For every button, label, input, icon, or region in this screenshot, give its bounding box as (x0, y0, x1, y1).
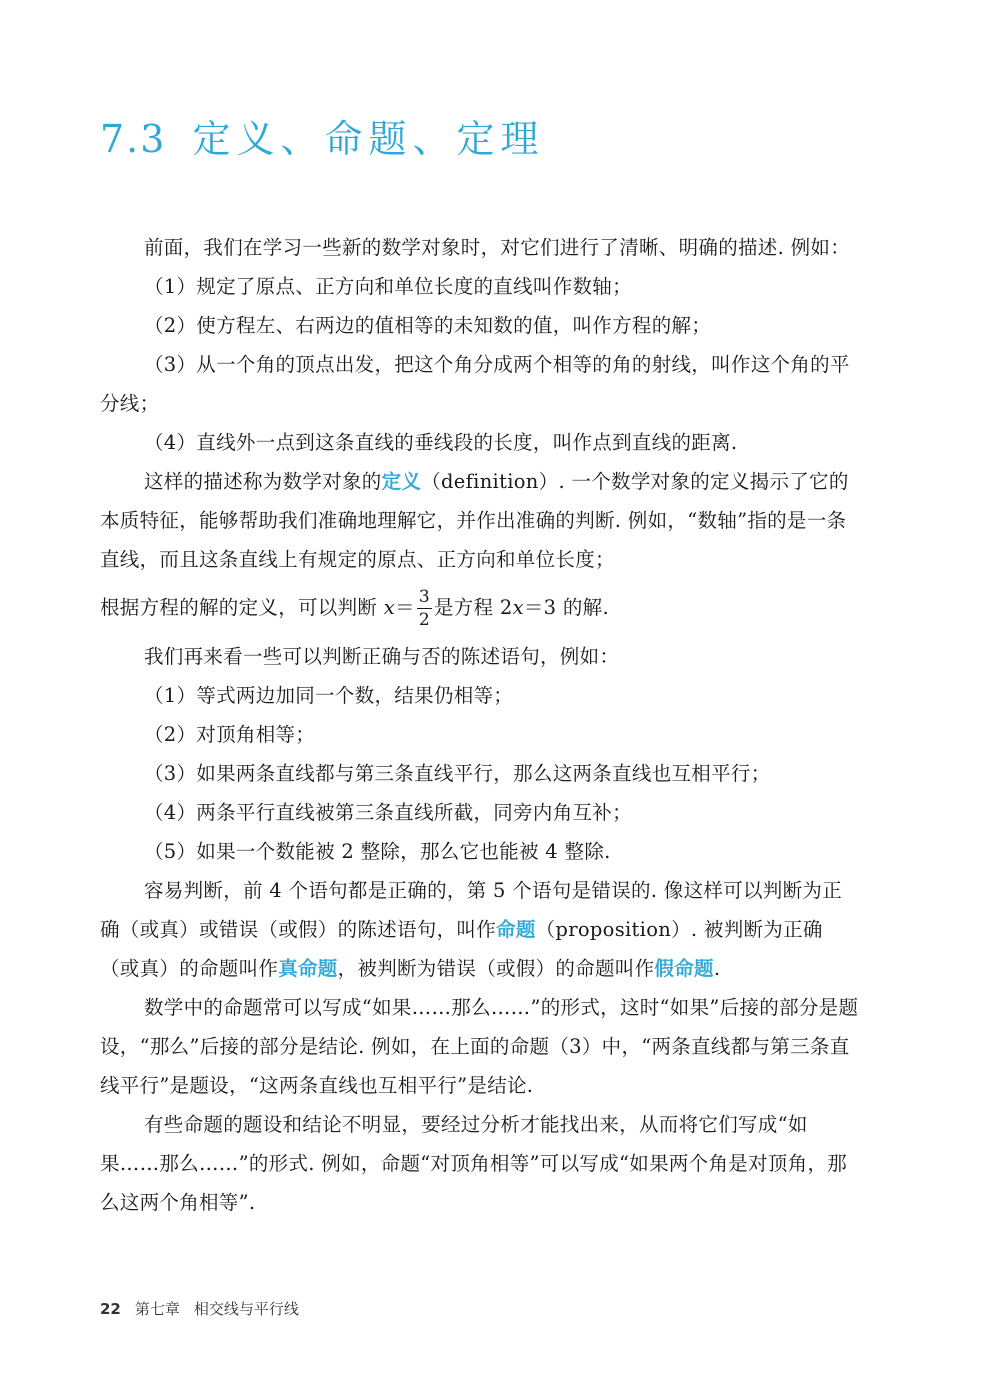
section-title (100, 108, 544, 163)
keyword-definition: 定义 (381, 470, 422, 493)
fraction-text-a: 根据方程的解的定义，可以判断 (100, 596, 384, 619)
proposition-text-b: （proposition）. 被判断为正确（或真）的命题叫作 (100, 918, 823, 980)
fraction-numerator: 3 (418, 587, 430, 607)
statement-item-1: （1）等式两边加同一个数，结果仍相等； (144, 684, 514, 707)
chapter-number: 第七章 (134, 1300, 180, 1318)
hidden-form-paragraph: 有些命题的题设和结论不明显，要经过分析才能找出来，从而将它们写成“如果……那么……”的形式. 例如，命题“对顶角相等”可以写成“如果两个角是对顶角，那么这两个角相等”. (100, 1113, 848, 1214)
fraction-denominator: 2 (418, 610, 430, 630)
keyword-true-proposition: 真命题 (278, 957, 338, 980)
section-title-text: 定义、命题、定理 (192, 117, 545, 161)
statement-item-3: （3）如果两条直线都与第三条直线平行，那么这两条直线也互相平行； (144, 762, 771, 785)
keyword-proposition: 命题 (496, 918, 536, 941)
section-number: 7.3 (100, 117, 167, 161)
proposition-text-d: . (713, 957, 721, 980)
definition-text-a: 这样的描述称为数学对象的 (144, 470, 382, 493)
intro-paragraph: 前面，我们在学习一些新的数学对象时，对它们进行了清晰、明确的描述. 例如： (144, 236, 850, 259)
proposition-text-c: ，被判断为错误（或假）的命题叫作 (337, 957, 655, 980)
definition-item-1: （1）规定了原点、正方向和单位长度的直线叫作数轴； (144, 275, 632, 298)
statement-item-4: （4）两条平行直线被第三条直线所截，同旁内角互补； (144, 801, 632, 824)
fraction-three-halves (417, 586, 432, 631)
chapter-title: 相交线与平行线 (193, 1300, 299, 1318)
equals-sign: ＝ (395, 596, 415, 619)
proposition-paragraph (100, 871, 860, 988)
page-footer (100, 1298, 299, 1319)
fraction-paragraph (100, 579, 860, 637)
definition-item-2: （2）使方程左、右两边的值相等的未知数的值，叫作方程的解； (144, 314, 712, 337)
definition-item-4: （4）直线外一点到这条直线的垂线段的长度，叫作点到直线的距离. (144, 431, 738, 454)
definition-text-b: （definition）. 一个数学对象的定义揭示了它的本质特征，能够帮助我们准确地理解它，并作出准确的判断. 例如，“数轴”指的是一条直线，而且这条直线上有规定的原点、正方向和单位长度； (100, 470, 849, 571)
statement-item-2: （2）对顶角相等； (144, 723, 316, 746)
variable-x: x (383, 596, 396, 619)
statement-item-5: （5）如果一个数能被 2 整除，那么它也能被 4 整除. (144, 840, 611, 863)
fraction-text-b: 是方程 2 (433, 596, 513, 619)
definition-paragraph (100, 462, 860, 579)
proposition-text-a: 容易判断，前 4 个语句都是正确的，第 5 个语句是错误的. 像这样可以判断为正确（或真）或错误（或假）的陈述语句，叫作 (100, 879, 843, 941)
fraction-text-c: ＝3 的解. (523, 596, 609, 619)
keyword-false-proposition: 假命题 (654, 957, 714, 980)
statements-intro: 我们再来看一些可以判断正确与否的陈述语句，例如： (144, 645, 620, 668)
form-paragraph: 数学中的命题常可以写成“如果……那么……”的形式，这时“如果”后接的部分是题设，“那么”后接的部分是结论. 例如，在上面的命题（3）中，“两条直线都与第三条直线平行”是题设，“这两条直线也互相平行”是结论. (100, 996, 859, 1097)
definition-item-3: （3）从一个角的顶点出发，把这个角分成两个相等的角的射线，叫作这个角的平分线； (100, 353, 850, 415)
main-content (100, 228, 860, 1222)
variable-x-2: x (512, 596, 524, 619)
page-number: 22 (100, 1300, 121, 1318)
